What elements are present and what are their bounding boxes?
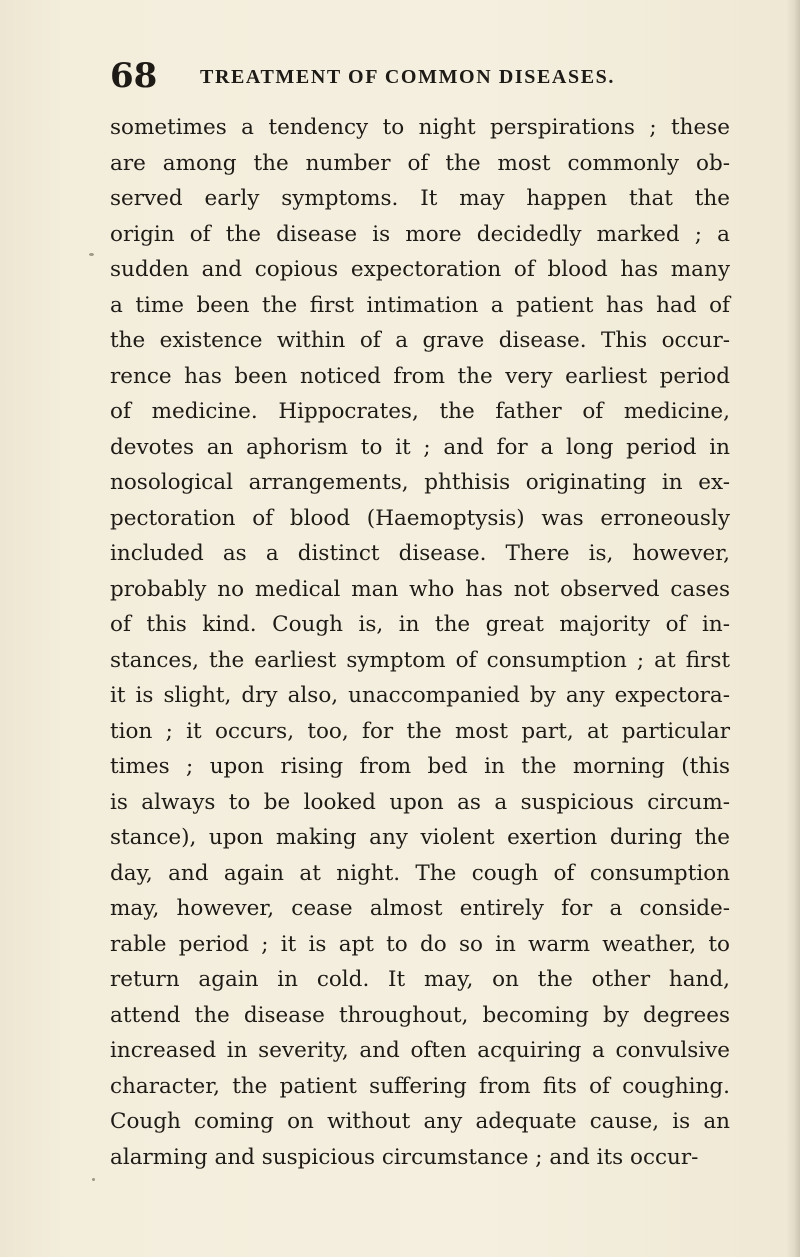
text-line: the existence within of a grave disease. This occur-: [110, 328, 730, 353]
text-line: are among the number of the most commonly ob-: [110, 150, 730, 176]
text-line: sometimes a tendency to night perspirations ; these: [110, 115, 730, 140]
running-title: TREATMENT OF COMMON DISEASES.: [200, 66, 615, 88]
ink-speck: [89, 253, 94, 256]
page-number: 68: [110, 56, 158, 96]
text-line: it is slight, dry also, unaccompanied by any expectora-: [110, 683, 730, 708]
text-line: alarming and suspicious circumstance ; and its occur-: [110, 1144, 699, 1170]
text-line: of medicine. Hippocrates, the father of medicine,: [110, 399, 730, 424]
text-line: sudden and copious expectoration of blood has many: [110, 257, 730, 282]
text-line: a time been the first intimation a patient has had of: [110, 292, 730, 318]
text-line: stance), upon making any violent exertion during the: [110, 825, 730, 850]
text-line: stances, the earliest symptom of consumption ; at first: [110, 647, 730, 673]
text-line: times ; upon rising from bed in the morning (this: [110, 754, 730, 779]
text-line: Cough coming on without any adequate cause, is an: [110, 1109, 730, 1134]
text-line: increased in severity, and often acquiring a convulsive: [110, 1038, 730, 1063]
text-line: pectoration of blood (Haemoptysis) was erroneously: [110, 505, 730, 531]
text-line: rable period ; it is apt to do so in warm weather, to: [110, 931, 730, 957]
text-line: of this kind. Cough is, in the great majority of in-: [110, 612, 730, 637]
text-line: character, the patient suffering from fits of coughing.: [110, 1073, 730, 1099]
text-line: included as a distinct disease. There is, however,: [110, 541, 730, 566]
text-line: return again in cold. It may, on the other hand,: [110, 967, 730, 992]
text-line: devotes an aphorism to it ; and for a long period in: [110, 434, 730, 460]
text-line: served early symptoms. It may happen that the: [110, 186, 730, 211]
text-line: nosological arrangements, phthisis originating in ex-: [110, 470, 730, 495]
text-line: origin of the disease is more decidedly marked ; a: [110, 221, 730, 247]
text-line: rence has been noticed from the very earliest period: [110, 363, 730, 389]
body-text: [110, 110, 730, 1175]
text-line: attend the disease throughout, becoming by degrees: [110, 1002, 730, 1028]
page-edge-shadow: [786, 0, 800, 1257]
text-line: is always to be looked upon as a suspicious circum-: [110, 789, 730, 815]
text-line: day, and again at night. The cough of consumption: [110, 860, 730, 886]
ink-speck: [92, 1178, 95, 1181]
page-header: [110, 56, 730, 96]
text-line: may, however, cease almost entirely for a conside-: [110, 896, 730, 921]
text-line: tion ; it occurs, too, for the most part, at particular: [110, 718, 730, 744]
text-line: probably no medical man who has not observed cases: [110, 576, 730, 602]
